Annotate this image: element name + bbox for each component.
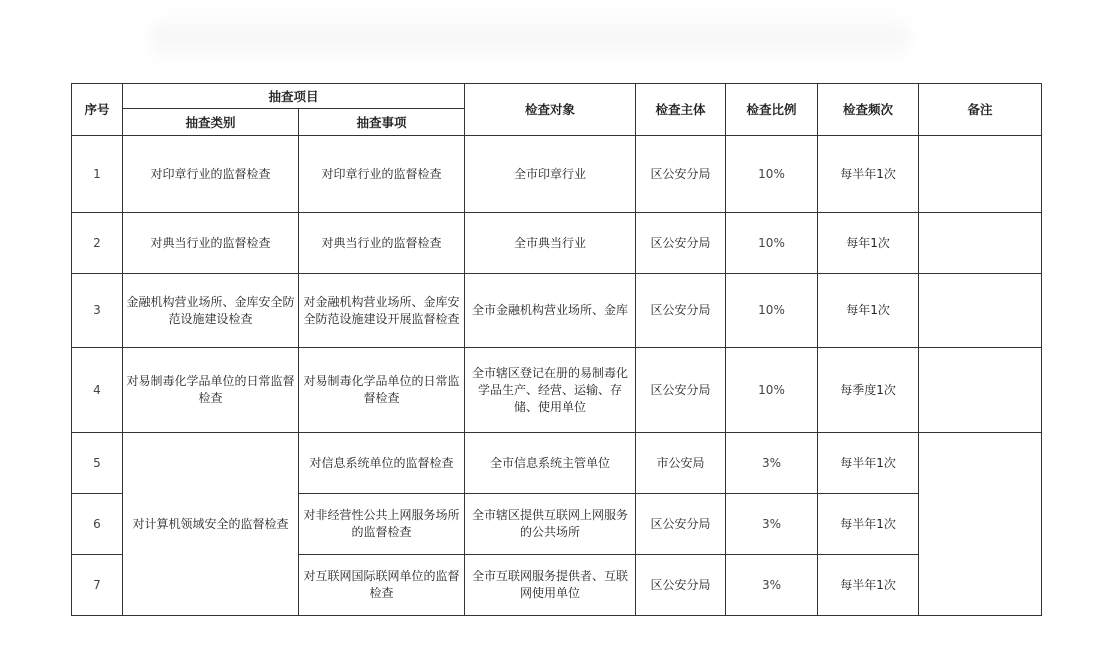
row-category: 金融机构营业场所、金库安全防范设施建设检查 (123, 274, 299, 348)
row-seq: 6 (72, 494, 123, 555)
row-subject: 区公安分局 (636, 136, 726, 213)
row-subject: 市公安局 (636, 433, 726, 494)
row-seq: 7 (72, 555, 123, 616)
row-subject: 区公安分局 (636, 213, 726, 274)
row-item: 对非经营性公共上网服务场所的监督检查 (299, 494, 465, 555)
row-ratio: 3% (726, 555, 818, 616)
table-row (72, 348, 1042, 433)
row-remark (919, 274, 1042, 348)
row-remark (919, 213, 1042, 274)
row-seq: 2 (72, 213, 123, 274)
row-category: 对典当行业的监督检查 (123, 213, 299, 274)
row-frequency: 每半年1次 (818, 494, 919, 555)
row-item: 对印章行业的监督检查 (299, 136, 465, 213)
row-frequency: 每季度1次 (818, 348, 919, 433)
row-target: 全市金融机构营业场所、金库 (465, 274, 636, 348)
inspection-table (71, 83, 1042, 616)
row-remark (919, 136, 1042, 213)
header-seq: 序号 (72, 84, 123, 136)
row-subject: 区公安分局 (636, 555, 726, 616)
header-subject: 检查主体 (636, 84, 726, 136)
row-target: 全市信息系统主管单位 (465, 433, 636, 494)
row-target: 全市印章行业 (465, 136, 636, 213)
header-target: 检查对象 (465, 84, 636, 136)
row-category: 对计算机领域安全的监督检查 (123, 433, 299, 616)
row-item: 对典当行业的监督检查 (299, 213, 465, 274)
row-ratio: 10% (726, 274, 818, 348)
row-target: 全市辖区提供互联网上网服务的公共场所 (465, 494, 636, 555)
row-frequency: 每半年1次 (818, 136, 919, 213)
table-row (72, 136, 1042, 213)
header-project-group: 抽查项目 (123, 84, 465, 109)
row-subject: 区公安分局 (636, 348, 726, 433)
row-frequency: 每半年1次 (818, 555, 919, 616)
row-ratio: 10% (726, 213, 818, 274)
table-row (72, 213, 1042, 274)
row-category: 对印章行业的监督检查 (123, 136, 299, 213)
row-frequency: 每半年1次 (818, 433, 919, 494)
faded-title-area (150, 10, 910, 66)
row-item: 对互联网国际联网单位的监督检查 (299, 555, 465, 616)
row-frequency: 每年1次 (818, 213, 919, 274)
row-seq: 3 (72, 274, 123, 348)
row-remark (919, 348, 1042, 433)
header-category: 抽查类别 (123, 109, 299, 136)
table-row (72, 433, 1042, 494)
row-ratio: 3% (726, 494, 818, 555)
row-subject: 区公安分局 (636, 494, 726, 555)
row-subject: 区公安分局 (636, 274, 726, 348)
row-target: 全市辖区登记在册的易制毒化学品生产、经营、运输、存储、使用单位 (465, 348, 636, 433)
row-seq: 5 (72, 433, 123, 494)
row-seq: 1 (72, 136, 123, 213)
row-item: 对金融机构营业场所、金库安全防范设施建设开展监督检查 (299, 274, 465, 348)
header-item: 抽查事项 (299, 109, 465, 136)
row-item: 对易制毒化学品单位的日常监督检查 (299, 348, 465, 433)
header-remark: 备注 (919, 84, 1042, 136)
row-target: 全市互联网服务提供者、互联网使用单位 (465, 555, 636, 616)
row-target: 全市典当行业 (465, 213, 636, 274)
row-category: 对易制毒化学品单位的日常监督检查 (123, 348, 299, 433)
row-frequency: 每年1次 (818, 274, 919, 348)
header-frequency: 检查频次 (818, 84, 919, 136)
row-ratio: 10% (726, 348, 818, 433)
row-item: 对信息系统单位的监督检查 (299, 433, 465, 494)
table-row (72, 274, 1042, 348)
row-remark (919, 433, 1042, 616)
row-ratio: 3% (726, 433, 818, 494)
row-ratio: 10% (726, 136, 818, 213)
header-ratio: 检查比例 (726, 84, 818, 136)
row-seq: 4 (72, 348, 123, 433)
